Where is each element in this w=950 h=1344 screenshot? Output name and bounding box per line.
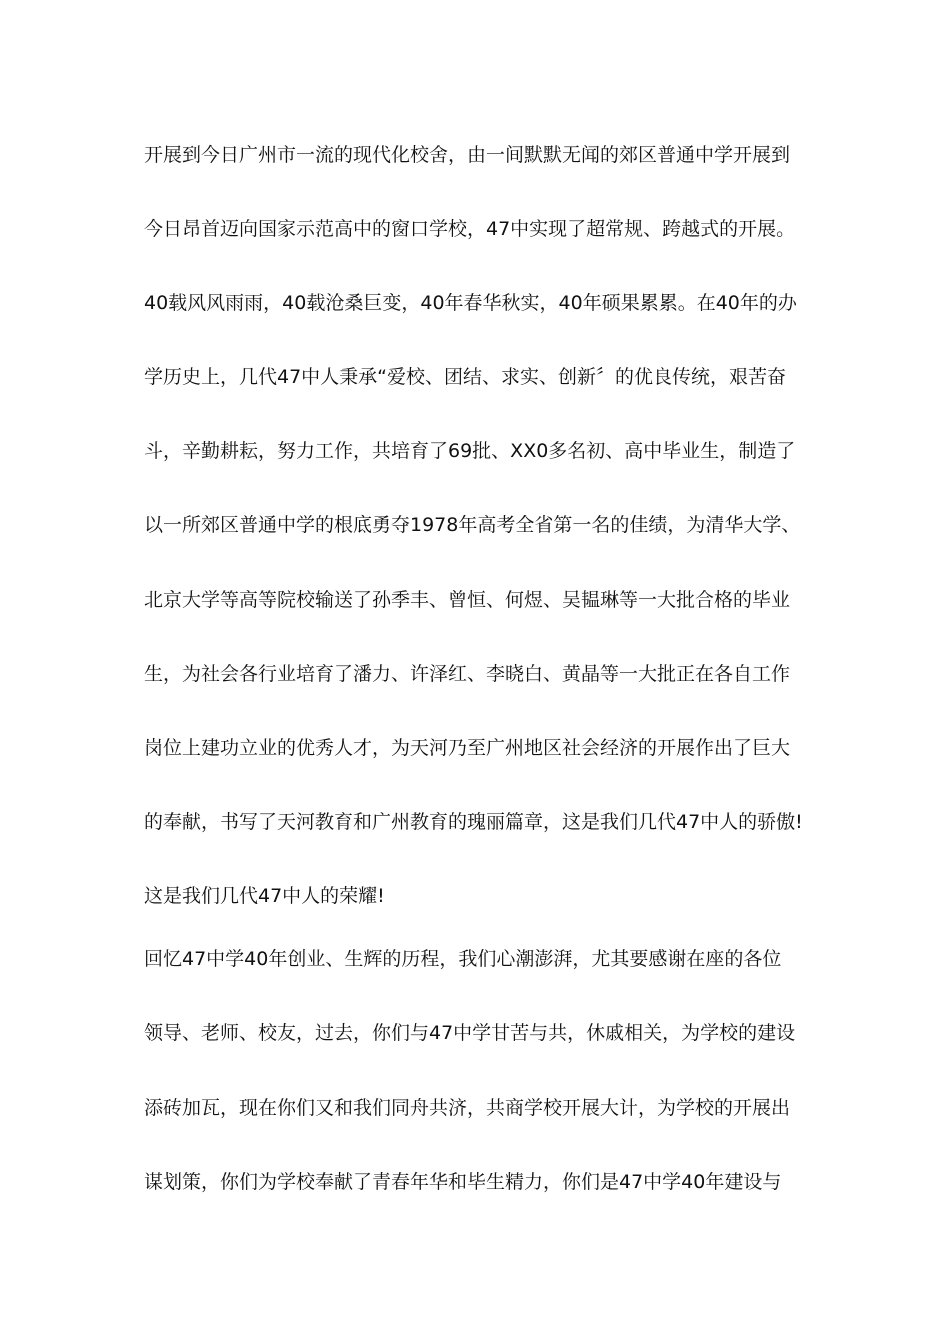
- text-line: 领导、老师、校友，过去，你们与47中学甘苦与共，休戚相关，为学校的建设: [144, 1022, 796, 1044]
- text-line: 谋划策，你们为学校奉献了青春年华和毕生精力，你们是47中学40年建设与: [144, 1171, 782, 1193]
- text-line: 岗位上建功立业的优秀人才，为天河乃至广州地区社会经济的开展作出了巨大: [144, 737, 791, 759]
- text-line: 北京大学等高等院校输送了孙季丰、曾恒、何煜、吴韫琳等一大批合格的毕业: [144, 589, 791, 611]
- text-line: 这是我们几代47中人的荣耀!: [144, 885, 385, 907]
- text-line: 40载风风雨雨，40载沧桑巨变，40年春华秋实，40年硕果累累。在40年的办: [144, 292, 797, 314]
- text-line: 回忆47中学40年创业、生辉的历程，我们心潮澎湃，尤其要感谢在座的各位: [144, 948, 782, 970]
- text-line: 添砖加瓦，现在你们又和我们同舟共济，共商学校开展大计，为学校的开展出: [144, 1097, 791, 1119]
- text-line: 斗，辛勤耕耘，努力工作，共培育了69批、XX0多名初、高中毕业生，制造了: [144, 440, 796, 462]
- text-line: 开展到今日广州市一流的现代化校舍，由一间默默无闻的郊区普通中学开展到: [144, 144, 791, 166]
- text-line: 的奉献，书写了天河教育和广州教育的瑰丽篇章，这是我们几代47中人的骄傲!: [144, 811, 803, 833]
- text-line: 以一所郊区普通中学的根底勇夺1978年高考全省第一名的佳绩，为清华大学、: [144, 514, 801, 536]
- text-line: 学历史上，几代47中人秉承“爱校、团结、求实、创新〞的优良传统，艰苦奋: [144, 366, 787, 388]
- text-line: 生，为社会各行业培育了潘力、许泽红、李晓白、黄晶等一大批正在各自工作: [144, 663, 791, 685]
- text-line: 今日昂首迈向国家示范高中的窗口学校，47中实现了超常规、跨越式的开展。: [144, 218, 796, 240]
